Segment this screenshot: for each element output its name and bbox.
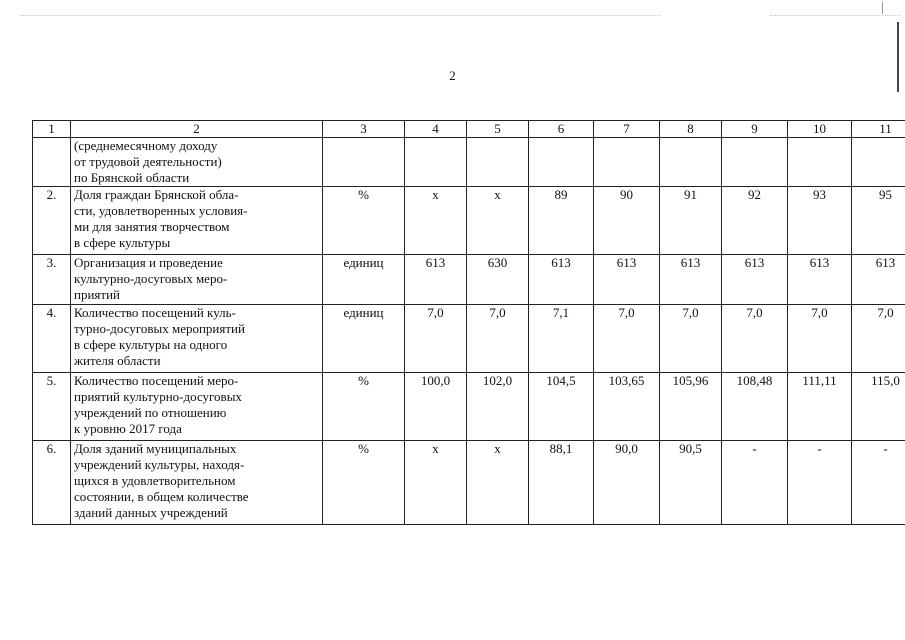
page-number: 2 (449, 68, 456, 83)
description-line: по Брянской области (74, 170, 190, 185)
table-row (33, 305, 905, 373)
description-line: Доля зданий муниципальных (74, 441, 237, 456)
value-cell: 7,0 (852, 305, 905, 373)
value-cell: х (467, 441, 529, 525)
value-cell: 88,1 (529, 441, 594, 525)
value-cell: 7,1 (529, 305, 594, 373)
value-cell (529, 138, 594, 187)
value-cell: 90,5 (660, 441, 722, 525)
scan-artifact-top-right (770, 15, 900, 17)
value-cell: 90 (594, 187, 660, 255)
value-cell: 613 (722, 255, 788, 305)
header-cell: 7 (594, 121, 660, 138)
description-line: ми для занятия творчеством (74, 219, 230, 234)
row-number: 5. (33, 373, 71, 441)
header-cell: 3 (323, 121, 405, 138)
header-cell: 11 (852, 121, 905, 138)
table-row (33, 138, 905, 187)
description-line: к уровню 2017 года (74, 421, 182, 436)
unit-cell: единиц (323, 305, 405, 373)
scan-edge-mark (882, 2, 883, 14)
value-cell: 7,0 (660, 305, 722, 373)
value-cell: 91 (660, 187, 722, 255)
header-cell: 8 (660, 121, 722, 138)
value-cell: х (467, 187, 529, 255)
value-cell: 7,0 (788, 305, 852, 373)
description-line: от трудовой деятельности) (74, 154, 222, 169)
description-line: Организация и проведение (74, 255, 223, 270)
value-cell (467, 138, 529, 187)
value-cell: 7,0 (405, 305, 467, 373)
indicators-table (32, 120, 905, 525)
description-line: жителя области (74, 353, 161, 368)
value-cell: - (788, 441, 852, 525)
description-line: состоянии, в общем количестве (74, 489, 249, 504)
description-line: приятий (74, 287, 120, 302)
value-cell (722, 138, 788, 187)
header-cell: 4 (405, 121, 467, 138)
value-cell (594, 138, 660, 187)
value-cell: 613 (660, 255, 722, 305)
header-row (33, 121, 905, 138)
value-cell: х (405, 187, 467, 255)
value-cell: 115,0 (852, 373, 905, 441)
indicator-description (71, 255, 323, 305)
value-cell: 613 (788, 255, 852, 305)
value-cell: 108,48 (722, 373, 788, 441)
value-cell: 111,11 (788, 373, 852, 441)
value-cell: 630 (467, 255, 529, 305)
value-cell: 93 (788, 187, 852, 255)
indicator-description (71, 305, 323, 373)
indicator-description (71, 187, 323, 255)
table-row (33, 441, 905, 525)
value-cell: - (852, 441, 905, 525)
header-cell: 9 (722, 121, 788, 138)
header-cell: 6 (529, 121, 594, 138)
table-row (33, 373, 905, 441)
indicator-description (71, 373, 323, 441)
description-line: в сфере культуры на одного (74, 337, 228, 352)
value-cell: 92 (722, 187, 788, 255)
value-cell: 105,96 (660, 373, 722, 441)
table-row (33, 187, 905, 255)
unit-cell (323, 138, 405, 187)
value-cell (660, 138, 722, 187)
indicator-description (71, 441, 323, 525)
value-cell: 102,0 (467, 373, 529, 441)
scan-artifact-top (20, 15, 660, 17)
value-cell: 104,5 (529, 373, 594, 441)
row-number: 3. (33, 255, 71, 305)
header-cell: 10 (788, 121, 852, 138)
description-line: сти, удовлетворенных условия- (74, 203, 248, 218)
header-cell: 1 (33, 121, 71, 138)
value-cell: 89 (529, 187, 594, 255)
value-cell (405, 138, 467, 187)
value-cell: 7,0 (722, 305, 788, 373)
value-cell: 613 (529, 255, 594, 305)
header-cell: 5 (467, 121, 529, 138)
description-line: учреждений культуры, находя- (74, 457, 245, 472)
value-cell: х (405, 441, 467, 525)
indicator-description (71, 138, 323, 187)
description-line: (среднемесячному доходу (74, 138, 218, 153)
header-cell: 2 (71, 121, 323, 138)
description-line: культурно-досуговых меро- (74, 271, 228, 286)
description-line: приятий культурно-досуговых (74, 389, 242, 404)
value-cell: 90,0 (594, 441, 660, 525)
description-line: щихся в удовлетворительном (74, 473, 236, 488)
value-cell: 613 (405, 255, 467, 305)
value-cell (788, 138, 852, 187)
table-row (33, 255, 905, 305)
row-number: 6. (33, 441, 71, 525)
value-cell (852, 138, 905, 187)
description-line: Доля граждан Брянской обла- (74, 187, 239, 202)
value-cell: - (722, 441, 788, 525)
value-cell: 7,0 (594, 305, 660, 373)
value-cell: 613 (852, 255, 905, 305)
row-number (33, 138, 71, 187)
unit-cell: % (323, 187, 405, 255)
unit-cell: % (323, 373, 405, 441)
value-cell: 103,65 (594, 373, 660, 441)
unit-cell: % (323, 441, 405, 525)
row-number: 4. (33, 305, 71, 373)
value-cell: 7,0 (467, 305, 529, 373)
description-line: Количество посещений меро- (74, 373, 239, 388)
description-line: турно-досуговых мероприятий (74, 321, 245, 336)
value-cell: 95 (852, 187, 905, 255)
value-cell: 100,0 (405, 373, 467, 441)
value-cell: 613 (594, 255, 660, 305)
description-line: зданий данных учреждений (74, 505, 228, 520)
unit-cell: единиц (323, 255, 405, 305)
description-line: Количество посещений куль- (74, 305, 236, 320)
description-line: учреждений по отношению (74, 405, 227, 420)
description-line: в сфере культуры (74, 235, 171, 250)
row-number: 2. (33, 187, 71, 255)
